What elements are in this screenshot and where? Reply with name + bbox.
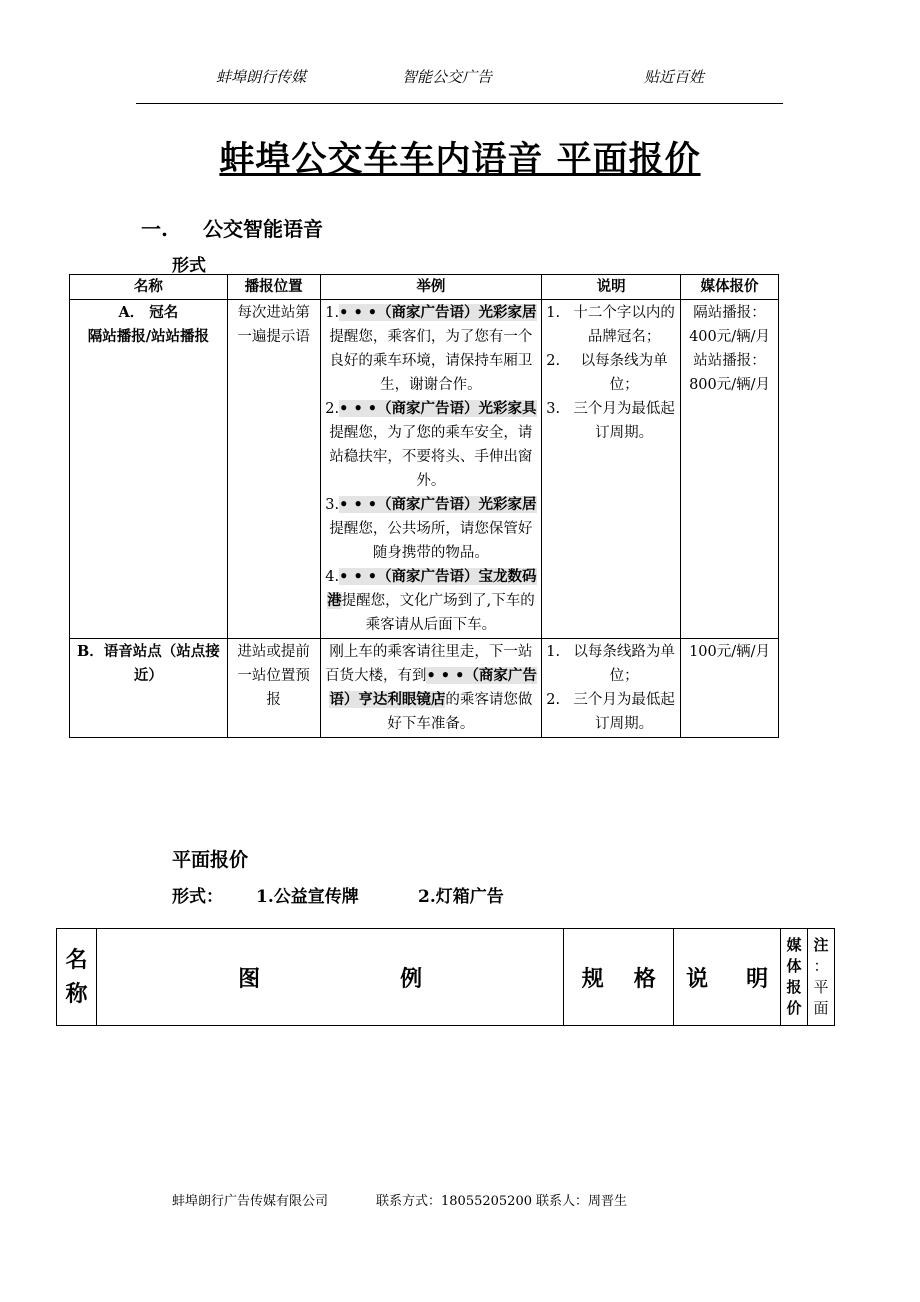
header-slogan: 智能公交广告 [402, 68, 493, 86]
header-motto: 贴近百姓 [644, 68, 705, 86]
example-highlight: • • •（商家广告语）光彩家具 [339, 400, 537, 417]
row-b-position: 进站或提前一站位置预报 [227, 639, 320, 738]
note-item [546, 688, 676, 736]
section2-form-line [172, 882, 504, 907]
section1-number: 一. [141, 217, 168, 241]
footer-person: 联系人：周晋生 [536, 1194, 628, 1209]
row-b-example [320, 639, 542, 738]
col-name-char: 名 [65, 947, 88, 973]
example-number: 1. [325, 305, 340, 321]
table-header-row [57, 929, 835, 1026]
row-a-name [70, 300, 228, 639]
col-media-price-char: 体 [786, 957, 802, 975]
example-item [325, 565, 538, 637]
price-line: 站站播报： [693, 353, 766, 369]
example-number: 4. [325, 569, 340, 585]
example-number: 2. [325, 401, 340, 417]
col-spec-char: 规 [581, 965, 604, 992]
section2-option-1: 1.公益宣传牌 [256, 887, 359, 907]
section2-option-2: 2.灯箱广告 [418, 887, 504, 907]
col-position: 播报位置 [227, 275, 320, 300]
col-example: 举例 [320, 275, 542, 300]
row-a-examples [320, 300, 542, 639]
page-footer [172, 1190, 627, 1209]
note-item [546, 397, 676, 445]
header-divider [136, 103, 783, 104]
example-highlight: • • •（商家广告语）光彩家居 [339, 496, 537, 513]
row-a-position: 每次进站第一遍提示语 [227, 300, 320, 639]
col-figure-char: 例 [400, 965, 423, 992]
header-company: 蚌埠朗行传媒 [216, 68, 307, 86]
row-a-notes [542, 300, 681, 639]
table-row [70, 300, 779, 639]
col-name [57, 929, 97, 1026]
section2-form-label: 形式： [172, 887, 223, 907]
table-header-row [70, 275, 779, 300]
section2-heading: 平面报价 [172, 849, 249, 871]
col-figure-char: 图 [238, 965, 261, 992]
example-number: 3. [325, 497, 340, 513]
note-item [546, 301, 676, 349]
col-remark [807, 929, 834, 1026]
price-line: 400元/辆/月 [689, 329, 771, 345]
example-highlight: • • •（商家广告语）宝龙数码港 [327, 568, 537, 609]
note-number: 1. [546, 305, 561, 321]
col-desc [674, 929, 781, 1026]
col-remark-char: 面 [813, 999, 829, 1017]
example-highlight: • • •（商家广告语）亨达利眼镜店 [329, 667, 537, 708]
col-spec [564, 929, 674, 1026]
col-remark-char: ： [813, 957, 829, 975]
col-desc-char: 说 [686, 965, 709, 992]
row-a-name-line1: A． 冠名 [118, 304, 179, 321]
footer-contact: 联系方式：18055205200 [376, 1194, 532, 1209]
row-b-notes [542, 639, 681, 738]
note-item [546, 640, 676, 688]
col-media-price [781, 929, 808, 1026]
print-price-table [56, 928, 835, 1026]
note-text: 以每条线为单位； [580, 353, 668, 393]
example-item [325, 493, 538, 565]
col-figure [96, 929, 563, 1026]
col-spec-char: 格 [633, 965, 656, 992]
row-b-name: B．语音站点（站点接近） [70, 639, 228, 738]
row-b-price: 100元/辆/月 [681, 639, 779, 738]
section1-title: 公交智能语音 [203, 217, 323, 241]
row-a-name-line2: 隔站播报/站站播报 [87, 328, 210, 345]
example-text: 提醒您，文化广场到了,下车的乘客请从后面下车。 [341, 593, 535, 633]
voice-price-table [69, 274, 779, 738]
example-item [325, 397, 538, 493]
price-line: 隔站播报： [693, 305, 766, 321]
note-text: 十二个字以内的品牌冠名； [573, 305, 675, 345]
example-text: 刚上车的乘客请往里走，下一站百货大楼，有到 [324, 644, 533, 684]
note-item [546, 349, 676, 397]
col-desc-char: 明 [746, 965, 769, 992]
note-text: 三个月为最低起订周期。 [573, 692, 675, 732]
note-text: 三个月为最低起订周期。 [573, 401, 675, 441]
example-text: 提醒您，乘客们，为了您有一个良好的乘车环境，请保持车厢卫生，谢谢合作。 [329, 329, 533, 393]
footer-company: 蚌埠朗行广告传媒有限公司 [172, 1194, 329, 1209]
table-row [70, 639, 779, 738]
col-media-price-char: 价 [786, 999, 802, 1017]
price-line: 800元/辆/月 [689, 377, 771, 393]
note-number: 2. [546, 692, 561, 708]
page-title: 蚌埠公交车车内语音 平面报价 [219, 139, 701, 180]
example-text: 提醒您，为了您的乘车安全，请站稳扶牢，不要将头、手伸出窗外。 [329, 425, 533, 489]
row-a-price [681, 300, 779, 639]
col-remark-char: 注 [813, 936, 829, 954]
section1-form-label: 形式 [172, 256, 206, 276]
col-price: 媒体报价 [681, 275, 779, 300]
note-number: 3. [546, 401, 561, 417]
col-media-price-char: 媒 [786, 936, 802, 954]
col-name-char: 称 [65, 981, 88, 1007]
col-remark-char: 平 [813, 978, 829, 996]
col-media-price-char: 报 [786, 978, 802, 996]
example-text: 的乘客请您做好下车准备。 [387, 692, 533, 732]
note-text: 以每条线路为单位； [573, 644, 675, 684]
col-name: 名称 [70, 275, 228, 300]
section1-heading [141, 213, 323, 242]
example-highlight: • • •（商家广告语）光彩家居 [339, 304, 537, 321]
note-number: 2. [546, 353, 561, 369]
example-item [325, 301, 538, 397]
example-text: 提醒您，公共场所，请您保管好随身携带的物品。 [329, 521, 533, 561]
col-note: 说明 [542, 275, 681, 300]
note-number: 1. [546, 644, 561, 660]
